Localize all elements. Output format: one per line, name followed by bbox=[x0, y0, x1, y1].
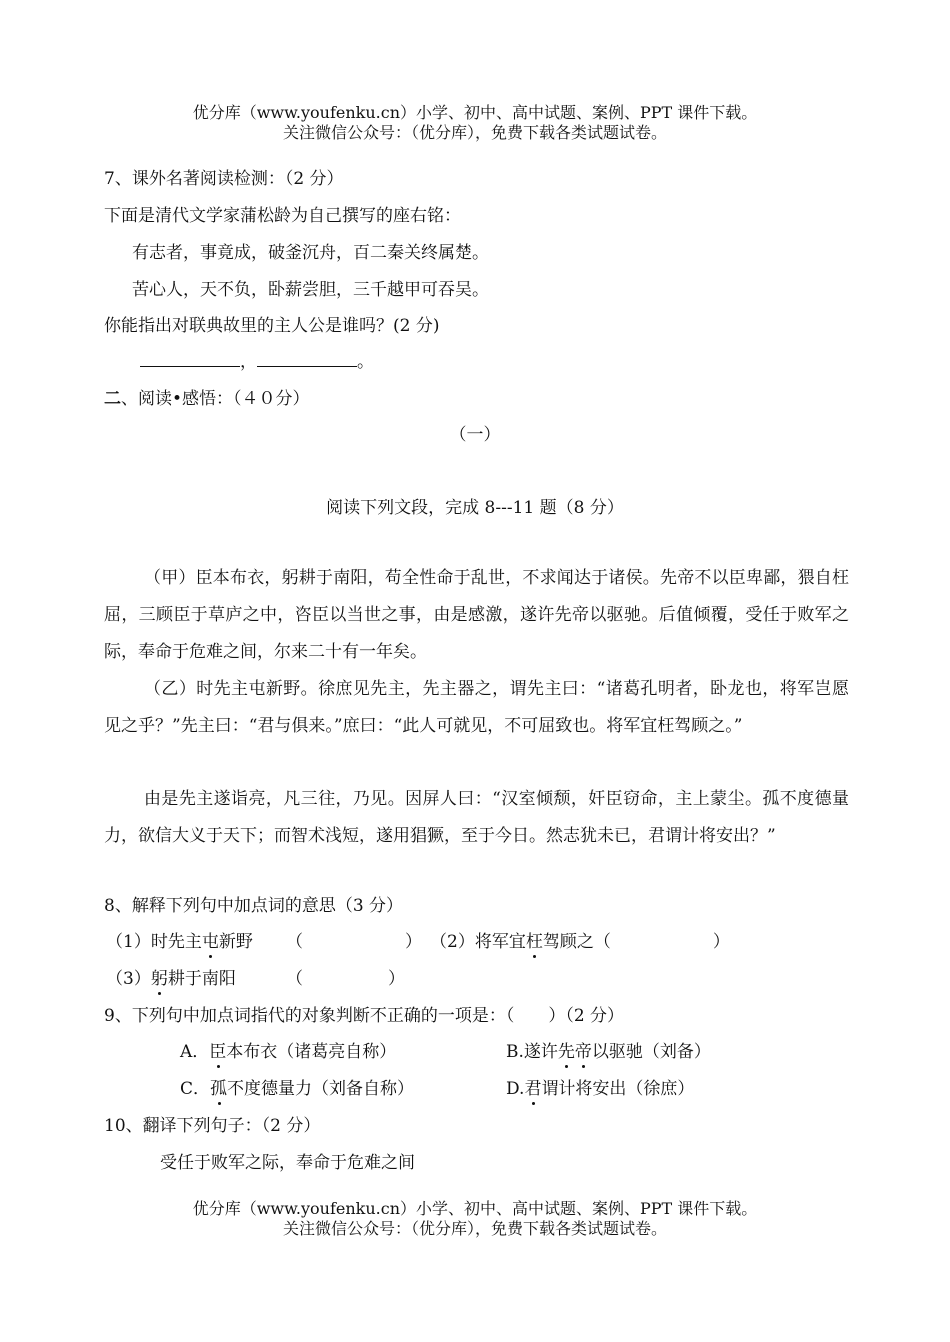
dotted-word: 臣 bbox=[209, 1042, 227, 1062]
q8-item-1-answer[interactable]: （ ） bbox=[286, 932, 422, 952]
q9-option-b[interactable] bbox=[506, 1040, 711, 1064]
dotted-word: 帝 bbox=[574, 1042, 592, 1062]
q8-item-3-answer[interactable]: （ ） bbox=[286, 969, 405, 989]
footer-line-1: 优分库（www.youfenku.cn）小学、初中、高中试题、案例、PPT 课件下载。 bbox=[192, 1199, 758, 1218]
q8-item-1-text-end: 新野 bbox=[218, 932, 253, 952]
q8-item-3-text-end: 耕于南阳 bbox=[167, 969, 236, 989]
q7-couplet-2: 苦心人，天不负，卧薪尝胆，三千越甲可吞吴。 bbox=[132, 280, 489, 300]
q10-title: 10、翻译下列句子：（2 分） bbox=[104, 1116, 321, 1136]
comma: ， bbox=[240, 352, 257, 372]
option-letter: A． bbox=[180, 1042, 210, 1062]
dotted-word: 君 bbox=[524, 1079, 542, 1099]
q8-item-1 bbox=[106, 930, 253, 954]
answer-blank-1[interactable] bbox=[140, 350, 240, 367]
q10-sentence: 受任于败军之际，奉命于危难之间 bbox=[160, 1153, 415, 1173]
q7-answer-line bbox=[140, 350, 374, 374]
q7-question: 你能指出对联典故里的主人公是谁吗？(2 分) bbox=[104, 316, 440, 336]
option-letter: D. bbox=[506, 1079, 525, 1099]
q7-couplet-1: 有志者，事竟成，破釜沉舟，百二秦关终属楚。 bbox=[132, 243, 489, 263]
q9-option-c[interactable] bbox=[180, 1077, 414, 1101]
header-line-2: 关注微信公众号：（优分库），免费下载各类试题试卷。 bbox=[282, 123, 667, 142]
q8-item-2-text-end: 驾顾之（ ） bbox=[542, 932, 730, 952]
passage-yi-continued: 由是先主遂诣亮，凡三往，乃见。因屏人曰：“汉室倾颓，奸臣窃命，主上蒙尘。孤不度德量力，欲信大义于天下；而智术浅短，遂用猖獗，至于今日。然志犹未已，君谓计将安出？” bbox=[104, 789, 849, 846]
option-text: 谓计将安出（徐庶） bbox=[541, 1079, 695, 1099]
q8-item-3 bbox=[106, 967, 236, 991]
section-number: 二 bbox=[104, 389, 121, 409]
q7-title: 7、课外名著阅读检测：（2 分） bbox=[104, 169, 344, 189]
dotted-word: 孤 bbox=[210, 1079, 228, 1099]
q8-item-2-text: （2）将军宜 bbox=[430, 932, 526, 952]
q8-item-3-text: （3） bbox=[106, 969, 151, 989]
option-text: 不度德量力（刘备自称） bbox=[227, 1079, 415, 1099]
passage-jia: （甲）臣本布衣，躬耕于南阳，苟全性命于乱世，不求闻达于诸侯。先帝不以臣卑鄙，猥自枉屈，三顾臣于草庐之中，咨臣以当世之事，由是感激，遂许先帝以驱驰。后值倾覆，受任于败军之际，奉命于危难之间，尔来二十有一年矣。 bbox=[104, 568, 849, 662]
dotted-word: 枉 bbox=[525, 932, 543, 952]
reading-instruction: 阅读下列文段，完成 8---11 题（8 分） bbox=[326, 498, 624, 518]
q8-title: 8、解释下列句中加点词的意思（3 分） bbox=[104, 896, 404, 916]
section-2-title bbox=[104, 387, 310, 411]
dotted-word: 躬 bbox=[150, 969, 168, 989]
passage-yi: （乙）时先主屯新野。徐庶见先主，先主器之，谓先主曰：“诸葛孔明者，卧龙也，将军岂愿见之乎？”先主曰：“君与俱来。”庶曰：“此人可就见，不可屈致也。将军宜枉驾顾之。” bbox=[104, 679, 849, 736]
dotted-word: 先 bbox=[557, 1042, 575, 1062]
q9-option-a[interactable] bbox=[180, 1040, 396, 1064]
q9-title: 9、下列句中加点词指代的对象判断不正确的一项是：（ ）（2 分） bbox=[104, 1006, 625, 1026]
dotted-word: 屯 bbox=[201, 932, 219, 952]
period: 。 bbox=[357, 352, 374, 372]
q8-item-1-text: （1）时先主 bbox=[106, 932, 202, 952]
footer-line-2: 关注微信公众号：（优分库），免费下载各类试题试卷。 bbox=[282, 1219, 667, 1238]
answer-blank-2[interactable] bbox=[257, 350, 357, 367]
option-text-end: 以驱驰（刘备） bbox=[591, 1042, 711, 1062]
q9-option-d[interactable] bbox=[506, 1077, 694, 1101]
section-title-text: 、阅读•感悟：（４０分） bbox=[121, 389, 310, 409]
header-line-1: 优分库（www.youfenku.cn）小学、初中、高中试题、案例、PPT 课件下载。 bbox=[192, 103, 758, 122]
part-one-label: （一） bbox=[449, 425, 501, 445]
option-text: B.遂许 bbox=[506, 1042, 558, 1062]
option-letter: C． bbox=[180, 1079, 211, 1099]
q8-item-2 bbox=[430, 930, 730, 954]
option-text: 本布衣（诸葛亮自称） bbox=[226, 1042, 397, 1062]
q7-intro: 下面是清代文学家蒲松龄为自己撰写的座右铭： bbox=[104, 206, 461, 226]
